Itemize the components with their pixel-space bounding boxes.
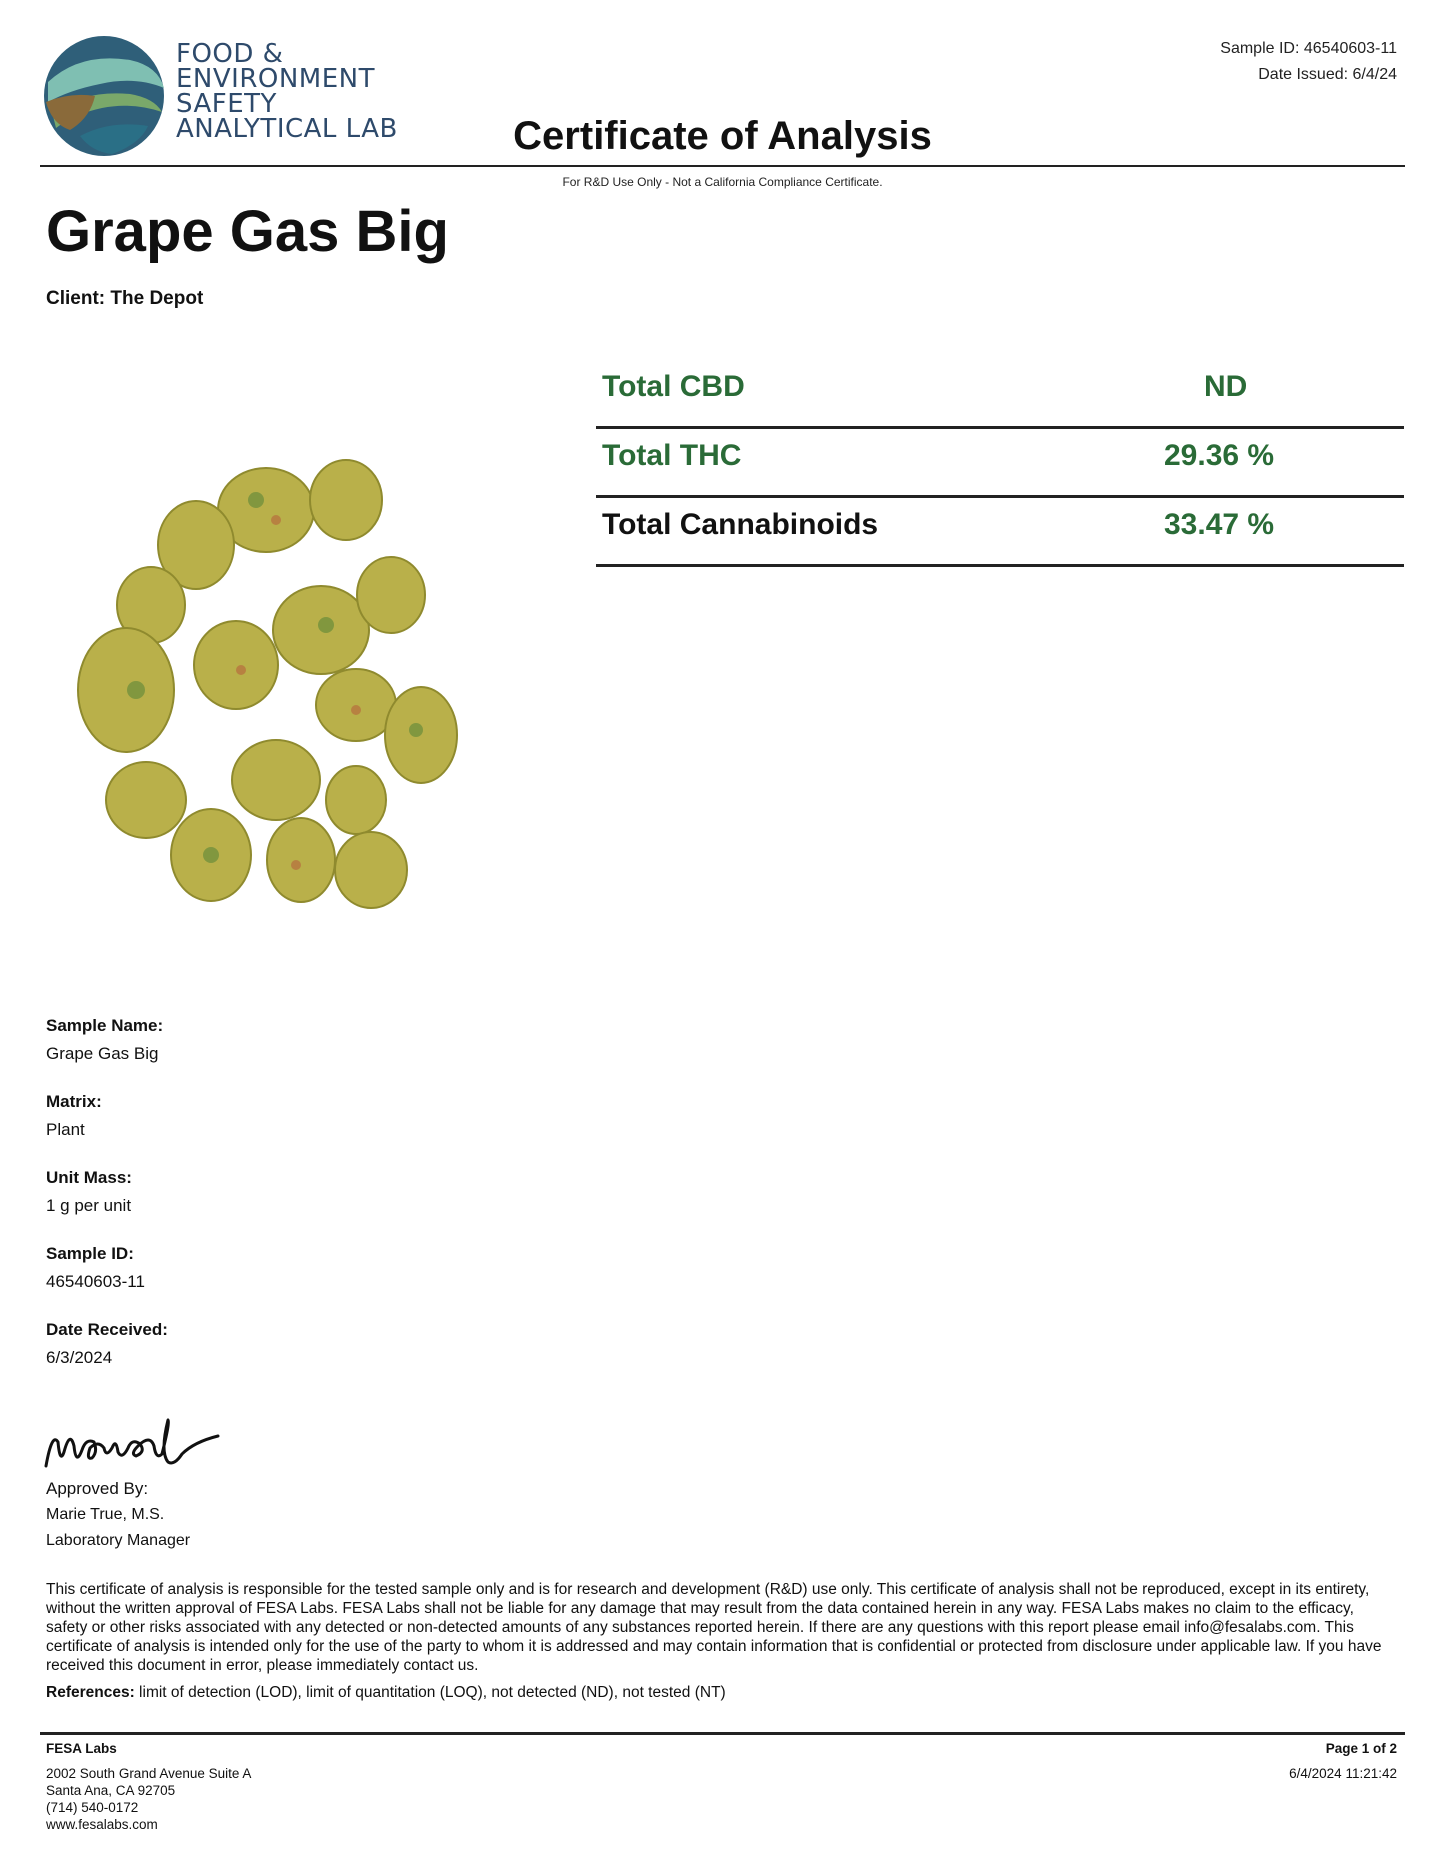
potency-summary bbox=[596, 360, 1404, 567]
summary-value: ND bbox=[1204, 370, 1248, 403]
detail-label: Unit Mass: bbox=[46, 1168, 132, 1187]
signature-icon bbox=[42, 1412, 222, 1474]
summary-label: Total CBD bbox=[602, 370, 745, 403]
footer-timestamp: 6/4/2024 11:21:42 bbox=[1289, 1766, 1397, 1781]
detail-value: 46540603-11 bbox=[46, 1272, 145, 1291]
detail-label: Matrix: bbox=[46, 1092, 102, 1111]
approver-name: Marie True, M.S. bbox=[46, 1506, 165, 1523]
detail-value: 1 g per unit bbox=[46, 1196, 132, 1215]
detail-value: Grape Gas Big bbox=[46, 1044, 159, 1063]
sample-title: Grape Gas Big bbox=[46, 199, 449, 264]
footer-page-info bbox=[1289, 1740, 1397, 1782]
header-divider bbox=[40, 165, 1405, 167]
footer-phone: (714) 540-0172 bbox=[46, 1800, 139, 1815]
detail-sample-name bbox=[46, 1012, 546, 1068]
references bbox=[46, 1684, 726, 1702]
summary-value: 33.47 % bbox=[1164, 508, 1275, 541]
summary-value: 29.36 % bbox=[1164, 439, 1275, 472]
page-title: Certificate of Analysis bbox=[513, 114, 932, 158]
approval-block bbox=[46, 1476, 190, 1554]
client-name: Client: The Depot bbox=[46, 288, 204, 309]
detail-sample-id bbox=[46, 1240, 546, 1296]
compliance-note: For R&D Use Only - Not a California Compliance Certificate. bbox=[562, 175, 883, 189]
page-number: Page 1 of 2 bbox=[1325, 1741, 1397, 1756]
approver-role: Laboratory Manager bbox=[46, 1532, 191, 1549]
product-photo bbox=[46, 360, 496, 980]
detail-label: Sample Name: bbox=[46, 1016, 164, 1035]
sample-details bbox=[46, 1012, 546, 1392]
logo-line: ENVIRONMENT bbox=[176, 64, 376, 94]
header-sample-id: Sample ID: 46540603-11 bbox=[1220, 40, 1397, 57]
summary-label: Total Cannabinoids bbox=[602, 508, 879, 541]
summary-row-total-cannabinoids bbox=[596, 498, 1404, 567]
summary-label: Total THC bbox=[602, 439, 742, 472]
footer-divider bbox=[40, 1732, 1405, 1735]
disclaimer-text: This certificate of analysis is responsible for the tested sample only and is for research and development (R&D) use only. This certificate of analysis shall not be reproduced, except in its entirety, without the written approval of FESA Labs. FESA Labs shall not be liable for any damage that may result from the data contained herein in any way. FESA Labs makes no claim to the efficacy, safety or other risks associated with any detected or non-detected amounts of any substances reported herein. If there are any questions with this report please email info@fesalabs.com. This certificate of analysis is intended only for the use of the party to whom it is addressed and may contain information that is confidential or protected from disclosure under applicable law. If you have received this document in error, please immediately contact us. bbox=[46, 1581, 1382, 1674]
logo-line: ANALYTICAL LAB bbox=[176, 114, 398, 144]
logo-line: SAFETY bbox=[176, 89, 277, 119]
references-label: References: bbox=[46, 1684, 135, 1701]
detail-unit-mass bbox=[46, 1164, 546, 1220]
header-date-issued: Date Issued: 6/4/24 bbox=[1258, 66, 1397, 83]
detail-value: 6/3/2024 bbox=[46, 1348, 113, 1367]
detail-value: Plant bbox=[46, 1120, 85, 1139]
summary-row-total-thc bbox=[596, 429, 1404, 498]
references-text: limit of detection (LOD), limit of quantitation (LOQ), not detected (ND), not tested (NT) bbox=[134, 1684, 726, 1701]
footer-website: www.fesalabs.com bbox=[46, 1817, 158, 1832]
signature bbox=[42, 1412, 222, 1474]
detail-date-received bbox=[46, 1316, 546, 1372]
logo-line: FOOD & bbox=[176, 39, 284, 69]
detail-label: Sample ID: bbox=[46, 1244, 134, 1263]
footer-address-line: Santa Ana, CA 92705 bbox=[46, 1783, 176, 1798]
approved-by-label: Approved By: bbox=[46, 1479, 149, 1498]
footer-address bbox=[46, 1740, 251, 1833]
footer-brand: FESA Labs bbox=[46, 1741, 117, 1756]
detail-matrix bbox=[46, 1088, 546, 1144]
header-meta bbox=[1220, 36, 1397, 88]
detail-label: Date Received: bbox=[46, 1320, 168, 1339]
summary-row-total-cbd bbox=[596, 360, 1404, 429]
footer-address-line: 2002 South Grand Avenue Suite A bbox=[46, 1766, 252, 1781]
